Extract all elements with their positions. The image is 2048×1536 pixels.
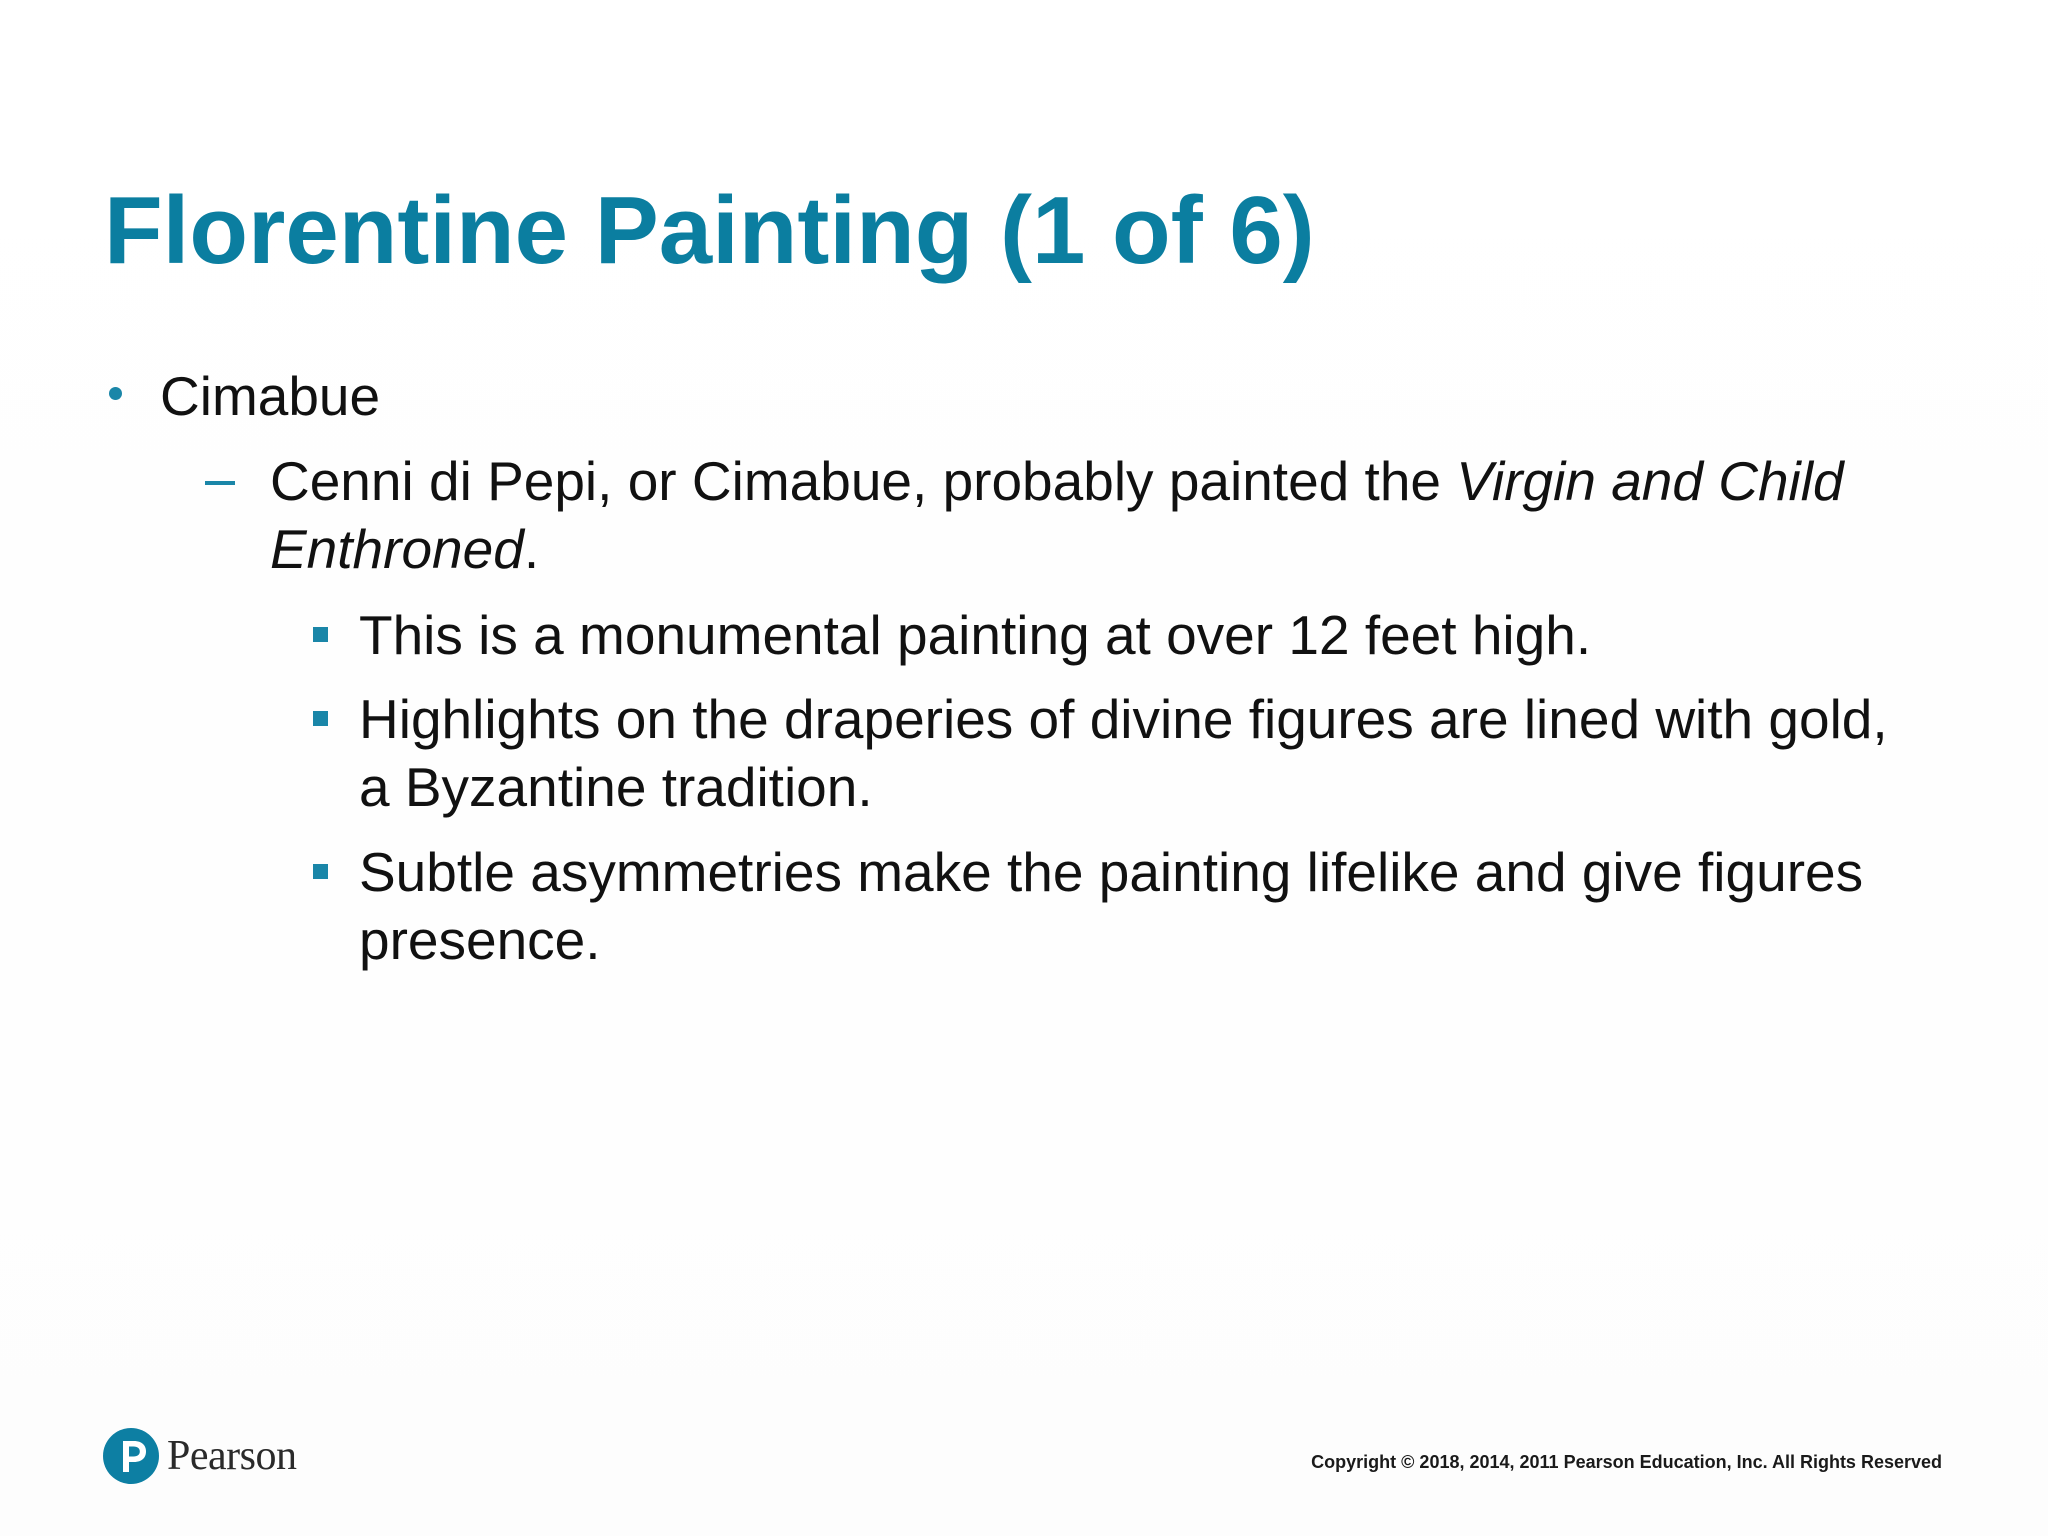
bullet-level3-line1: Subtle asymmetries make the painting lifelike and give figures bbox=[359, 841, 1864, 903]
artwork-title-part1: Virgin and Child bbox=[1456, 450, 1844, 512]
bullet-level3-line1: This is a monumental painting at over 12 feet high. bbox=[359, 604, 1592, 666]
bullet-dash-icon bbox=[205, 481, 235, 485]
bullet-square-icon bbox=[313, 711, 328, 726]
bullet-level3-item bbox=[359, 838, 1863, 974]
bullet-level3-item bbox=[359, 685, 1888, 821]
bullet-dot-icon bbox=[109, 387, 122, 400]
bullet-level2 bbox=[270, 447, 1844, 583]
bullet-level3-item bbox=[359, 601, 1591, 669]
pearson-logo-text: Pearson bbox=[167, 1433, 297, 1479]
bullet-square-icon bbox=[313, 627, 328, 642]
bullet-level3-line1: Highlights on the draperies of divine figures are lined with gold, bbox=[359, 688, 1888, 750]
pearson-logo bbox=[103, 1428, 296, 1484]
slide-title: Florentine Painting (1 of 6) bbox=[104, 177, 1315, 284]
copyright-notice: Copyright © 2018, 2014, 2011 Pearson Education, Inc. All Rights Reserved bbox=[1311, 1452, 1942, 1472]
artwork-title-part2: Enthroned bbox=[270, 518, 524, 580]
bullet-level3-line2: a Byzantine tradition. bbox=[359, 756, 873, 818]
bullet-level2-text: Cenni di Pepi, or Cimabue, probably painted the bbox=[270, 450, 1457, 512]
pearson-p-logo-icon bbox=[103, 1428, 159, 1484]
bullet-level1: Cimabue bbox=[160, 365, 381, 427]
bullet-square-icon bbox=[313, 864, 328, 879]
bullet-level2-end: . bbox=[523, 518, 540, 580]
bullet-level3-line2: presence. bbox=[359, 909, 601, 971]
